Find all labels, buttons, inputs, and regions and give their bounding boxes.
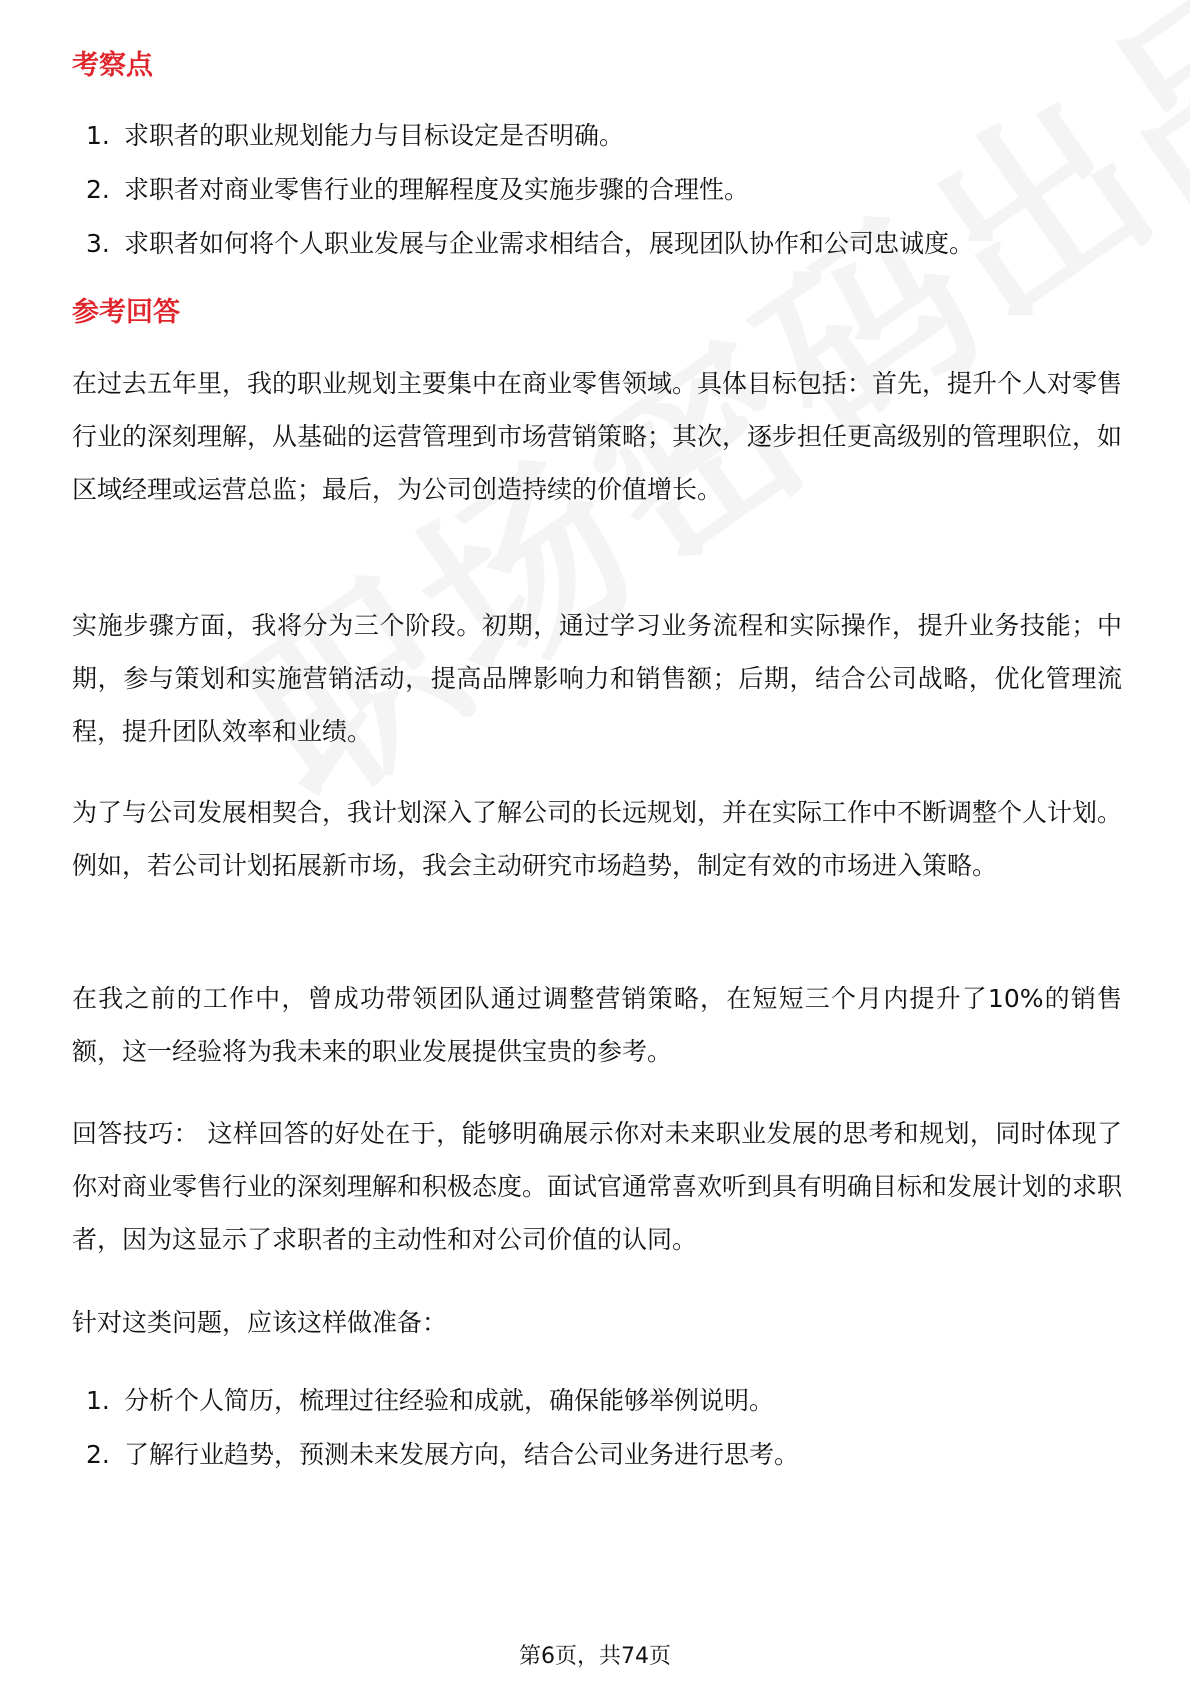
paragraph: 实施步骤方面，我将分为三个阶段。初期，通过学习业务流程和实际操作，提升业务技能；中期，参与策划和实施营销活动，提高品牌影响力和销售额；后期，结合公司战略，优化管理流程，提升团队效率和业绩。: [72, 611, 1122, 746]
list-item: 3. 求职者如何将个人职业发展与企业需求相结合，展现团队协作和公司忠诚度。: [86, 229, 975, 258]
section-heading-examination-points: 考察点: [72, 50, 153, 81]
list-item: 1. 分析个人简历，梳理过往经验和成就，确保能够举例说明。: [86, 1386, 775, 1415]
list-item: 2. 了解行业趋势，预测未来发展方向，结合公司业务进行思考。: [86, 1440, 800, 1469]
paragraph: 为了与公司发展相契合，我计划深入了解公司的长远规划，并在实际工作中不断调整个人计划。例如，若公司计划拓展新市场，我会主动研究市场趋势，制定有效的市场进入策略。: [72, 798, 1123, 880]
list-item-text: 求职者对商业零售行业的理解程度及实施步骤的合理性。: [124, 175, 750, 204]
list-item: 2. 求职者对商业零售行业的理解程度及实施步骤的合理性。: [86, 175, 750, 204]
section-heading-reference-answer: 参考回答: [72, 297, 180, 328]
list-item-text: 求职者的职业规划能力与目标设定是否明确。: [124, 121, 625, 150]
list-item-text: 求职者如何将个人职业发展与企业需求相结合，展现团队协作和公司忠诚度。: [124, 229, 975, 258]
paragraph: 针对这类问题，应该这样做准备：: [72, 1308, 448, 1337]
list-item: 1. 求职者的职业规划能力与目标设定是否明确。: [86, 121, 625, 150]
page-number: 第6页，共74页: [519, 1644, 671, 1669]
list-item-text: 分析个人简历，梳理过往经验和成就，确保能够举例说明。: [124, 1386, 775, 1415]
paragraph: 在我之前的工作中，曾成功带领团队通过调整营销策略，在短短三个月内提升了10%的销售额，这一经验将为我未来的职业发展提供宝贵的参考。: [72, 984, 1122, 1066]
tips-paragraph: 回答技巧： 这样回答的好处在于，能够明确展示你对未来职业发展的思考和规划，同时体现了你对商业零售行业的深刻理解和积极态度。面试官通常喜欢听到具有明确目标和发展计划的求职者，因为这显示了求职者的主动性和对公司价值的认同。: [72, 1119, 1123, 1254]
list-item-text: 了解行业趋势，预测未来发展方向，结合公司业务进行思考。: [124, 1440, 800, 1469]
paragraph: 在过去五年里，我的职业规划主要集中在商业零售领域。具体目标包括：首先，提升个人对零售行业的深刻理解，从基础的运营管理到市场营销策略；其次，逐步担任更高级别的管理职位，如区域经理或运营总监；最后，为公司创造持续的价值增长。: [72, 369, 1123, 504]
